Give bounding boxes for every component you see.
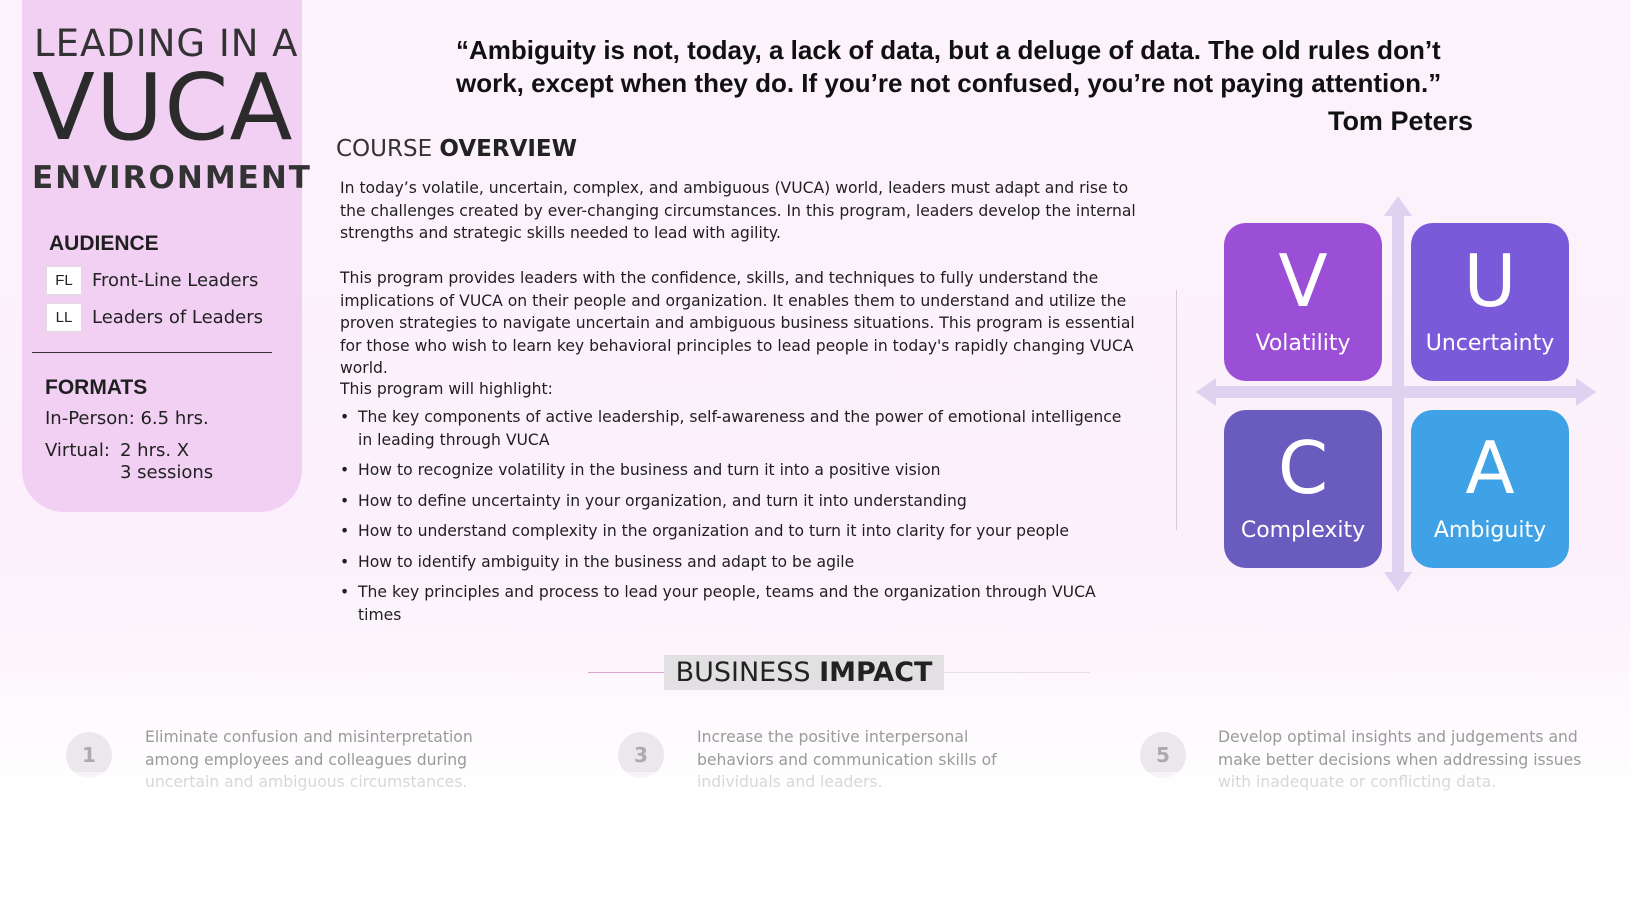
impact-line: behaviors and communication skills of [697, 750, 997, 769]
tile-uncertainty [1411, 223, 1569, 381]
highlight-intro: This program will highlight: [340, 380, 553, 398]
tile-complexity [1224, 410, 1382, 568]
tile-ambiguity [1411, 410, 1569, 568]
tile-volatility [1224, 223, 1382, 381]
tile-letter: C [1277, 426, 1329, 510]
divider [588, 672, 664, 673]
list-item: • How to recognize volatility in the business and turn it into a positive vision [340, 459, 1140, 482]
quote-author: Tom Peters [1327, 106, 1473, 136]
impact-number-3: 3 [618, 732, 664, 778]
list-item: • The key components of active leadership, self-awareness and the power of emotional intelligence in leading through VUCA [340, 406, 1140, 451]
impact-line: among employees and colleagues during [145, 750, 468, 769]
tile-word: Complexity [1240, 518, 1366, 543]
impact-line: make better decisions when addressing issues [1218, 750, 1582, 769]
audience-tag: LL [46, 303, 82, 332]
format-virtual-line-1: 2 hrs. X [120, 440, 190, 461]
list-item: • How to define uncertainty in your organization, and turn it into understanding [340, 490, 1140, 513]
quote-text: “Ambiguity is not, today, a lack of data, but a deluge of data. The old rules don’t work, except when they do. If you’re not confused, you’re not paying attention.” [456, 35, 1442, 98]
format-virtual-line-2: 3 sessions [120, 462, 214, 483]
audience-heading: AUDIENCE [49, 232, 159, 255]
impact-line: Develop optimal insights and judgements and [1218, 728, 1578, 746]
impact-heading-bold: IMPACT [819, 657, 933, 688]
impact-line: Eliminate confusion and misinterpretation [145, 728, 473, 746]
vertical-divider [1176, 290, 1177, 530]
audience-tag: FL [46, 266, 82, 295]
highlight-list [340, 406, 1140, 634]
title-line-2: VUCA [32, 54, 294, 161]
list-item: • The key principles and process to lead your people, teams and the organization through VUCA times [340, 581, 1140, 626]
list-item: • How to understand complexity in the organization and to turn it into clarity for your people [340, 520, 1140, 543]
list-item: • How to identify ambiguity in the business and adapt to be agile [340, 551, 1140, 574]
impact-heading-light: BUSINESS [675, 657, 820, 688]
tile-word: Uncertainty [1425, 331, 1555, 356]
vuca-diagram [1196, 196, 1596, 596]
overview-heading-light: COURSE [336, 136, 440, 162]
audience-item-front-line [46, 266, 258, 295]
overview-paragraph-2: This program provides leaders with the confidence, skills, and techniques to fully understand the implications of VUCA on their people and organization. It enables them to understand and utilize the proven strategies to navigate uncertain and ambiguous business situations. This program is essential for those who wish to learn key behavioral principles to lead people in today's rapidly changing VUCA world. [340, 269, 1135, 377]
formats-heading: FORMATS [45, 376, 148, 399]
tile-letter: A [1465, 426, 1515, 510]
tile-letter: V [1278, 239, 1328, 323]
divider [944, 672, 1090, 673]
impact-heading [664, 655, 944, 690]
overview-heading [336, 136, 577, 162]
tile-word: Ambiguity [1433, 518, 1547, 543]
tile-letter: U [1463, 239, 1517, 323]
impact-number-5: 5 [1140, 732, 1186, 778]
impact-number-1: 1 [66, 732, 112, 778]
audience-label: Leaders of Leaders [92, 307, 263, 328]
impact-line: Increase the positive interpersonal [697, 728, 969, 746]
audience-item-leaders-of-leaders [46, 303, 263, 332]
tile-word: Volatility [1255, 331, 1351, 356]
overview-paragraph-1: In today’s volatile, uncertain, complex, and ambiguous (VUCA) world, leaders must adapt and rise to the challenges created by ever-changing circumstances. In this program, leaders develop the internal strengths and strategic skills needed to lead with agility. [340, 179, 1136, 242]
divider [32, 352, 272, 353]
overview-heading-bold: OVERVIEW [439, 136, 578, 162]
audience-label: Front-Line Leaders [92, 270, 259, 291]
title-line-3: ENVIRONMENT [32, 160, 312, 196]
format-virtual-label: Virtual: [45, 440, 110, 461]
sidebar-panel [22, 0, 312, 512]
title-line-1: LEADING IN A [34, 22, 299, 65]
bottom-fade-overlay [0, 772, 1630, 917]
format-in-person: In-Person: 6.5 hrs. [45, 408, 209, 429]
